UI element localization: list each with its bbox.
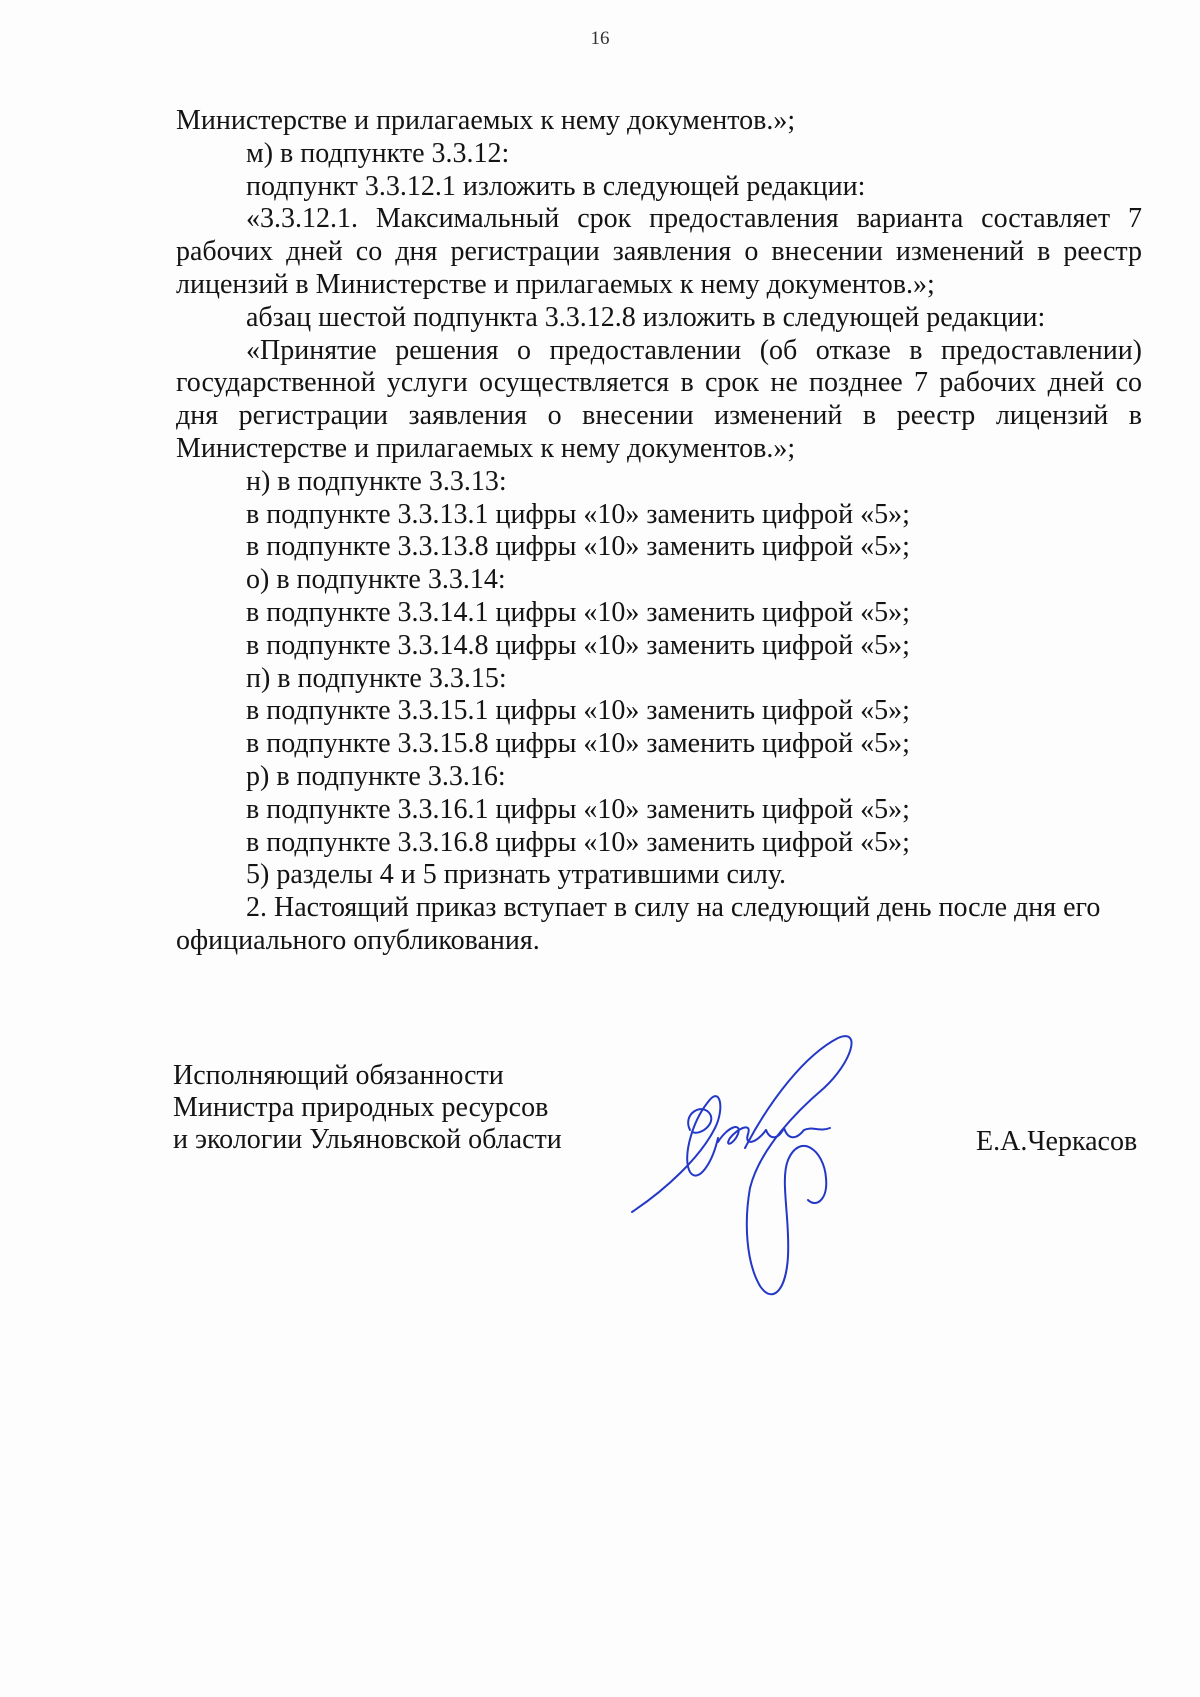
position-line: и экологии Ульяновской области xyxy=(173,1124,562,1155)
paragraph: в подпункте 3.3.14.1 цифры «10» заменить цифрой «5»; xyxy=(246,596,910,628)
paragraph: в подпункте 3.3.13.8 цифры «10» заменить цифрой «5»; xyxy=(246,531,910,563)
paragraph: в подпункте 3.3.16.1 цифры «10» заменить цифрой «5»; xyxy=(246,793,910,825)
paragraph: «Принятие решения о предоставлении (об отказе в предоставлении) государственной услуги осуществляется в срок не позднее 7 рабочих дней со дня регистрации заявления о внесении изменений в реестр лицензий в Министерстве и прилагаемых к нему документов.»; xyxy=(176,334,1142,464)
paragraph: абзац шестой подпункта 3.3.12.8 изложить в следующей редакции: xyxy=(246,301,1046,333)
paragraph: «3.3.12.1. Максимальный срок предоставления варианта составляет 7 рабочих дней со дня регистрации заявления о внесении изменений в реестр лицензий в Министерстве и прилагаемых к нему документов.»; xyxy=(176,203,1142,300)
paragraph: в подпункте 3.3.15.1 цифры «10» заменить цифрой «5»; xyxy=(246,695,910,727)
paragraph: в подпункте 3.3.16.8 цифры «10» заменить цифрой «5»; xyxy=(246,826,910,858)
signature-stroke xyxy=(718,1127,766,1144)
paragraph: Министерстве и прилагаемых к нему документов.»; xyxy=(176,105,796,136)
position-line: Исполняющий обязанности xyxy=(173,1060,504,1091)
paragraph: н) в подпункте 3.3.13: xyxy=(246,465,507,497)
paragraph: о) в подпункте 3.3.14: xyxy=(246,564,506,596)
handwritten-signature xyxy=(620,1030,920,1310)
paragraph: п) в подпункте 3.3.15: xyxy=(246,662,507,694)
paragraph: в подпункте 3.3.14.8 цифры «10» заменить цифрой «5»; xyxy=(246,629,910,661)
paragraph: в подпункте 3.3.15.8 цифры «10» заменить цифрой «5»; xyxy=(246,728,910,760)
page-number: 16 xyxy=(590,28,610,49)
paragraph: 2. Настоящий приказ вступает в силу на следующий день после дня его официального опубликования. xyxy=(176,892,1101,956)
position-line: Министра природных ресурсов xyxy=(173,1092,549,1123)
paragraph: в подпункте 3.3.13.1 цифры «10» заменить цифрой «5»; xyxy=(246,498,910,530)
paragraph: м) в подпункте 3.3.12: xyxy=(246,137,510,169)
signer-name: Е.А.Черкасов xyxy=(976,1126,1138,1157)
paragraph: подпункт 3.3.12.1 изложить в следующей редакции: xyxy=(246,170,866,202)
paragraph: р) в подпункте 3.3.16: xyxy=(246,760,506,792)
signature-stroke xyxy=(632,1096,720,1212)
document-body xyxy=(176,105,1142,958)
signature-stroke xyxy=(766,1128,830,1137)
paragraph: 5) разделы 4 и 5 признать утратившими силу. xyxy=(246,859,787,891)
signatory-position xyxy=(173,1060,562,1156)
signature-stroke xyxy=(745,1036,852,1294)
